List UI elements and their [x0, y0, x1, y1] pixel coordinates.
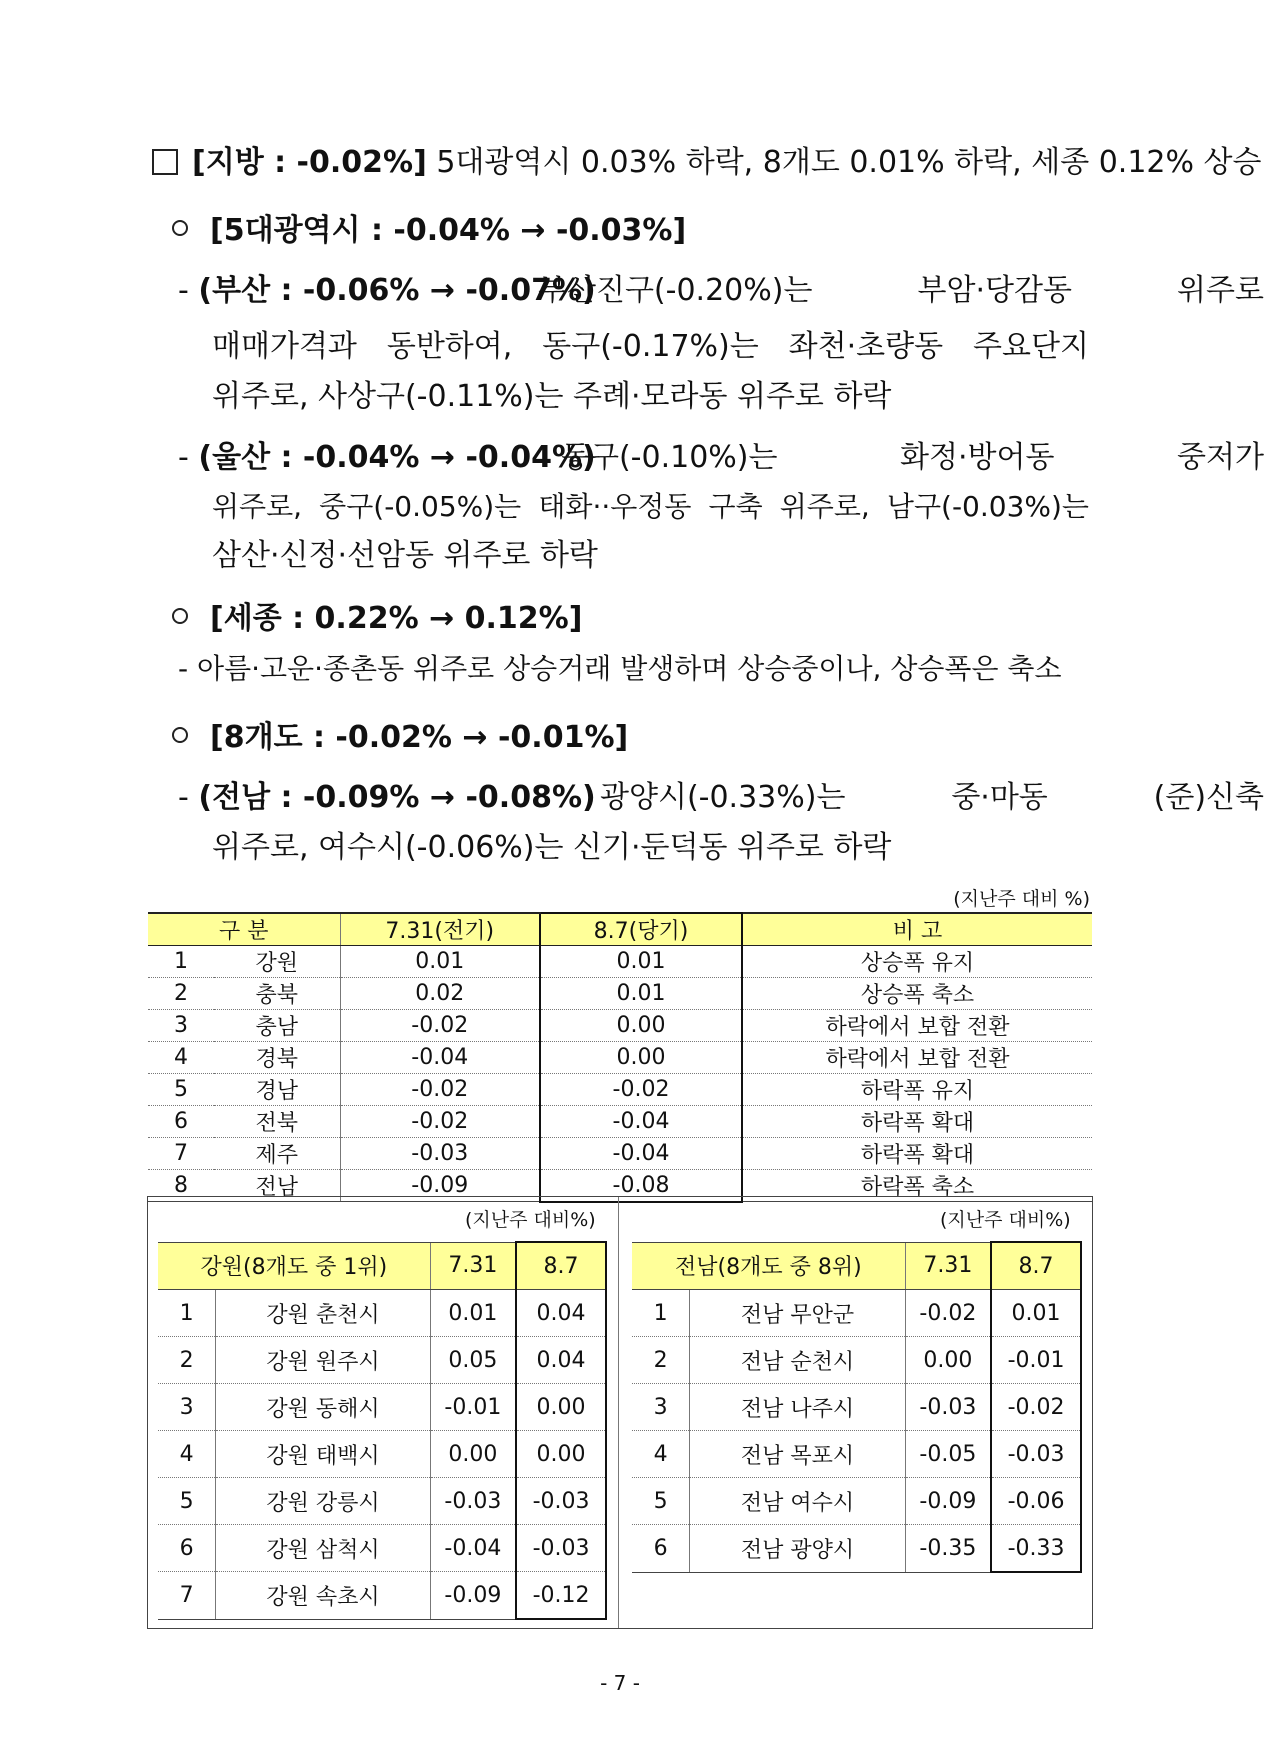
row-city: 전남 무안군	[690, 1290, 905, 1337]
row-region: 경북	[214, 1042, 340, 1074]
provinces-heading-line	[172, 716, 628, 760]
row-number: 4	[158, 1431, 216, 1478]
row-number: 7	[158, 1572, 216, 1620]
gangwon-header-title: 강원(8개도 중 1위)	[158, 1242, 430, 1290]
table-row	[158, 1525, 606, 1572]
row-city: 강원 원주시	[216, 1337, 430, 1384]
table-row	[632, 1525, 1081, 1573]
row-curr-value: 0.01	[991, 1290, 1081, 1337]
row-region: 전북	[214, 1106, 340, 1138]
row-city: 강원 삼척시	[216, 1525, 430, 1572]
jeonnam-header-prev: 7.31	[905, 1242, 991, 1290]
jeonnam-line-1: - (전남 : -0.09% → -0.08%) 광양시(-0.33%)는 중·마동 (준)신축	[178, 776, 596, 820]
ulsan-line-3: 삼산·신정·선암동 위주로 하락	[212, 538, 598, 573]
row-number: 6	[158, 1525, 216, 1572]
row-note: 하락폭 확대	[742, 1138, 1092, 1170]
row-number: 1	[632, 1290, 690, 1337]
table-row	[148, 978, 1092, 1010]
row-curr-value: -0.04	[540, 1138, 742, 1170]
row-region: 경남	[214, 1074, 340, 1106]
row-note: 하락에서 보합 전환	[742, 1042, 1092, 1074]
jeonnam-table-unit: (지난주 대비%)	[940, 1209, 1071, 1231]
table-row	[632, 1290, 1081, 1337]
row-city: 강원 동해시	[216, 1384, 430, 1431]
row-curr-value: 0.00	[540, 1010, 742, 1042]
sejong-text: 아름·고운·종촌동 위주로 상승거래 발생하며 상승중이나, 상승폭은 축소	[197, 652, 1062, 685]
row-number: 7	[148, 1138, 214, 1170]
row-note: 상승폭 축소	[742, 978, 1092, 1010]
row-number: 6	[148, 1106, 214, 1138]
header-category: 구 분	[148, 913, 340, 946]
row-prev-value: 0.02	[340, 978, 540, 1010]
row-curr-value: -0.03	[516, 1478, 606, 1525]
row-city: 강원 태백시	[216, 1431, 430, 1478]
busan-line-1: - (부산 : -0.06% → -0.07%) 부산진구(-0.20%)는 부암·당감동 위주로	[178, 269, 596, 313]
row-prev-value: -0.02	[340, 1074, 540, 1106]
gangwon-table-header	[158, 1242, 606, 1290]
row-prev-value: 0.01	[430, 1290, 516, 1337]
table-row	[158, 1384, 606, 1431]
row-city: 전남 순천시	[690, 1337, 905, 1384]
ulsan-label: (울산 : -0.04% → -0.04%)	[198, 440, 596, 475]
row-curr-value: 0.04	[516, 1290, 606, 1337]
row-city: 강원 속초시	[216, 1572, 430, 1620]
row-curr-value: -0.01	[991, 1337, 1081, 1384]
row-region: 충북	[214, 978, 340, 1010]
row-city: 전남 목포시	[690, 1431, 905, 1478]
table-row	[148, 1010, 1092, 1042]
row-city: 강원 춘천시	[216, 1290, 430, 1337]
row-number: 2	[148, 978, 214, 1010]
jeonnam-table-header	[632, 1242, 1081, 1290]
row-number: 4	[148, 1042, 214, 1074]
jeonnam-line-1-text: 광양시(-0.33%)는 중·마동 (준)신축	[600, 780, 1264, 815]
gangwon-table-unit: (지난주 대비%)	[465, 1209, 596, 1231]
row-prev-value: -0.03	[430, 1478, 516, 1525]
row-prev-value: -0.09	[430, 1572, 516, 1620]
row-curr-value: 0.04	[516, 1337, 606, 1384]
row-number: 5	[148, 1074, 214, 1106]
busan-label: (부산 : -0.06% → -0.07%)	[198, 273, 596, 308]
row-prev-value: -0.05	[905, 1431, 991, 1478]
row-region: 강원	[214, 946, 340, 978]
jeonnam-label: (전남 : -0.09% → -0.08%)	[198, 780, 596, 815]
row-curr-value: -0.12	[516, 1572, 606, 1620]
table-row	[632, 1384, 1081, 1431]
sejong-heading: [세종 : 0.22% → 0.12%]	[210, 601, 583, 636]
row-curr-value: 0.01	[540, 946, 742, 978]
main-table	[148, 912, 1092, 1203]
busan-line-3: 위주로, 사상구(-0.11%)는 주례·모라동 위주로 하락	[212, 379, 892, 414]
row-prev-value: -0.03	[905, 1384, 991, 1431]
row-curr-value: 0.01	[540, 978, 742, 1010]
table-row	[158, 1572, 606, 1620]
row-curr-value: -0.04	[540, 1106, 742, 1138]
row-prev-value: -0.02	[905, 1290, 991, 1337]
table-row	[632, 1337, 1081, 1384]
row-note: 하락폭 유지	[742, 1074, 1092, 1106]
table-row	[632, 1431, 1081, 1478]
row-curr-value: -0.02	[540, 1074, 742, 1106]
row-number: 1	[158, 1290, 216, 1337]
ulsan-line-1-text: 동구(-0.10%)는 화정·방어동 중저가	[561, 440, 1264, 475]
row-prev-value: -0.35	[905, 1525, 991, 1573]
main-table-unit: (지난주 대비 %)	[953, 888, 1090, 910]
row-curr-value: -0.03	[991, 1431, 1081, 1478]
jeonnam-line-2: 위주로, 여수시(-0.06%)는 신기·둔덕동 위주로 하락	[212, 830, 892, 865]
summary-heading: [지방 : -0.02%]	[192, 145, 427, 180]
row-city: 강원 강릉시	[216, 1478, 430, 1525]
gangwon-table	[158, 1241, 607, 1620]
table-row	[158, 1478, 606, 1525]
row-prev-value: 0.05	[430, 1337, 516, 1384]
gangwon-header-prev: 7.31	[430, 1242, 516, 1290]
table-row	[158, 1431, 606, 1478]
row-number: 2	[632, 1337, 690, 1384]
table-row	[148, 1106, 1092, 1138]
header-prev: 7.31(전기)	[340, 913, 540, 946]
row-number: 3	[158, 1384, 216, 1431]
page-number: - 7 -	[600, 1671, 640, 1695]
square-bullet-icon	[152, 149, 178, 175]
row-number: 8	[148, 1170, 214, 1202]
circle-bullet-icon	[172, 608, 188, 624]
row-prev-value: 0.00	[430, 1431, 516, 1478]
row-city: 전남 광양시	[690, 1525, 905, 1573]
busan-line-2: 매매가격과 동반하여, 동구(-0.17%)는 좌천·초량동 주요단지	[212, 329, 1089, 364]
header-curr: 8.7(당기)	[540, 913, 742, 946]
ulsan-line-1: - (울산 : -0.04% → -0.04%) 동구(-0.10%)는 화정·방어동 중저가	[178, 436, 596, 480]
row-region: 충남	[214, 1010, 340, 1042]
row-region: 전남	[214, 1170, 340, 1202]
row-prev-value: 0.00	[905, 1337, 991, 1384]
row-prev-value: -0.09	[905, 1478, 991, 1525]
row-curr-value: -0.33	[991, 1525, 1081, 1573]
circle-bullet-icon	[172, 727, 188, 743]
sejong-heading-line	[172, 597, 582, 641]
header-note: 비 고	[742, 913, 1092, 946]
row-curr-value: 0.00	[540, 1042, 742, 1074]
row-number: 3	[632, 1384, 690, 1431]
row-prev-value: 0.01	[340, 946, 540, 978]
busan-line-1-text: 부산진구(-0.20%)는 부암·당감동 위주로	[538, 273, 1264, 308]
jeonnam-table	[632, 1241, 1082, 1573]
metro-heading-line	[172, 209, 686, 253]
table-row	[148, 1074, 1092, 1106]
row-curr-value: 0.00	[516, 1431, 606, 1478]
row-prev-value: -0.02	[340, 1106, 540, 1138]
sub-tables-divider	[618, 1197, 619, 1628]
metro-heading: [5대광역시 : -0.04% → -0.03%]	[210, 213, 687, 248]
row-prev-value: -0.02	[340, 1010, 540, 1042]
summary-line	[152, 141, 1262, 185]
row-number: 6	[632, 1525, 690, 1573]
row-note: 하락에서 보합 전환	[742, 1010, 1092, 1042]
row-number: 4	[632, 1431, 690, 1478]
summary-text: 5대광역시 0.03% 하락, 8개도 0.01% 하락, 세종 0.12% 상승	[436, 145, 1262, 180]
row-curr-value: -0.08	[540, 1170, 742, 1202]
row-prev-value: -0.09	[340, 1170, 540, 1202]
jeonnam-header-title: 전남(8개도 중 8위)	[632, 1242, 905, 1290]
row-number: 3	[148, 1010, 214, 1042]
row-number: 5	[632, 1478, 690, 1525]
row-prev-value: -0.03	[340, 1138, 540, 1170]
circle-bullet-icon	[172, 220, 188, 236]
provinces-heading: [8개도 : -0.02% → -0.01%]	[210, 720, 629, 755]
main-table-header	[148, 913, 1092, 946]
row-number: 2	[158, 1337, 216, 1384]
ulsan-line-2: 위주로, 중구(-0.05%)는 태화··우정동 구축 위주로, 남구(-0.03%)는	[212, 490, 1089, 523]
table-row	[158, 1337, 606, 1384]
jeonnam-header-curr: 8.7	[991, 1242, 1081, 1290]
row-note: 하락폭 축소	[742, 1170, 1092, 1202]
row-prev-value: -0.04	[340, 1042, 540, 1074]
table-row	[158, 1290, 606, 1337]
table-row	[632, 1478, 1081, 1525]
table-row	[148, 1042, 1092, 1074]
gangwon-header-curr: 8.7	[516, 1242, 606, 1290]
row-curr-value: 0.00	[516, 1384, 606, 1431]
row-number: 5	[158, 1478, 216, 1525]
row-prev-value: -0.01	[430, 1384, 516, 1431]
row-prev-value: -0.04	[430, 1525, 516, 1572]
row-curr-value: -0.03	[516, 1525, 606, 1572]
table-row	[148, 946, 1092, 978]
row-city: 전남 여수시	[690, 1478, 905, 1525]
row-curr-value: -0.02	[991, 1384, 1081, 1431]
sejong-line: - 아름·고운·종촌동 위주로 상승거래 발생하며 상승중이나, 상승폭은 축소	[178, 652, 1062, 685]
table-row	[148, 1138, 1092, 1170]
row-region: 제주	[214, 1138, 340, 1170]
row-city: 전남 나주시	[690, 1384, 905, 1431]
row-curr-value: -0.06	[991, 1478, 1081, 1525]
row-number: 1	[148, 946, 214, 978]
row-note: 하락폭 확대	[742, 1106, 1092, 1138]
row-note: 상승폭 유지	[742, 946, 1092, 978]
